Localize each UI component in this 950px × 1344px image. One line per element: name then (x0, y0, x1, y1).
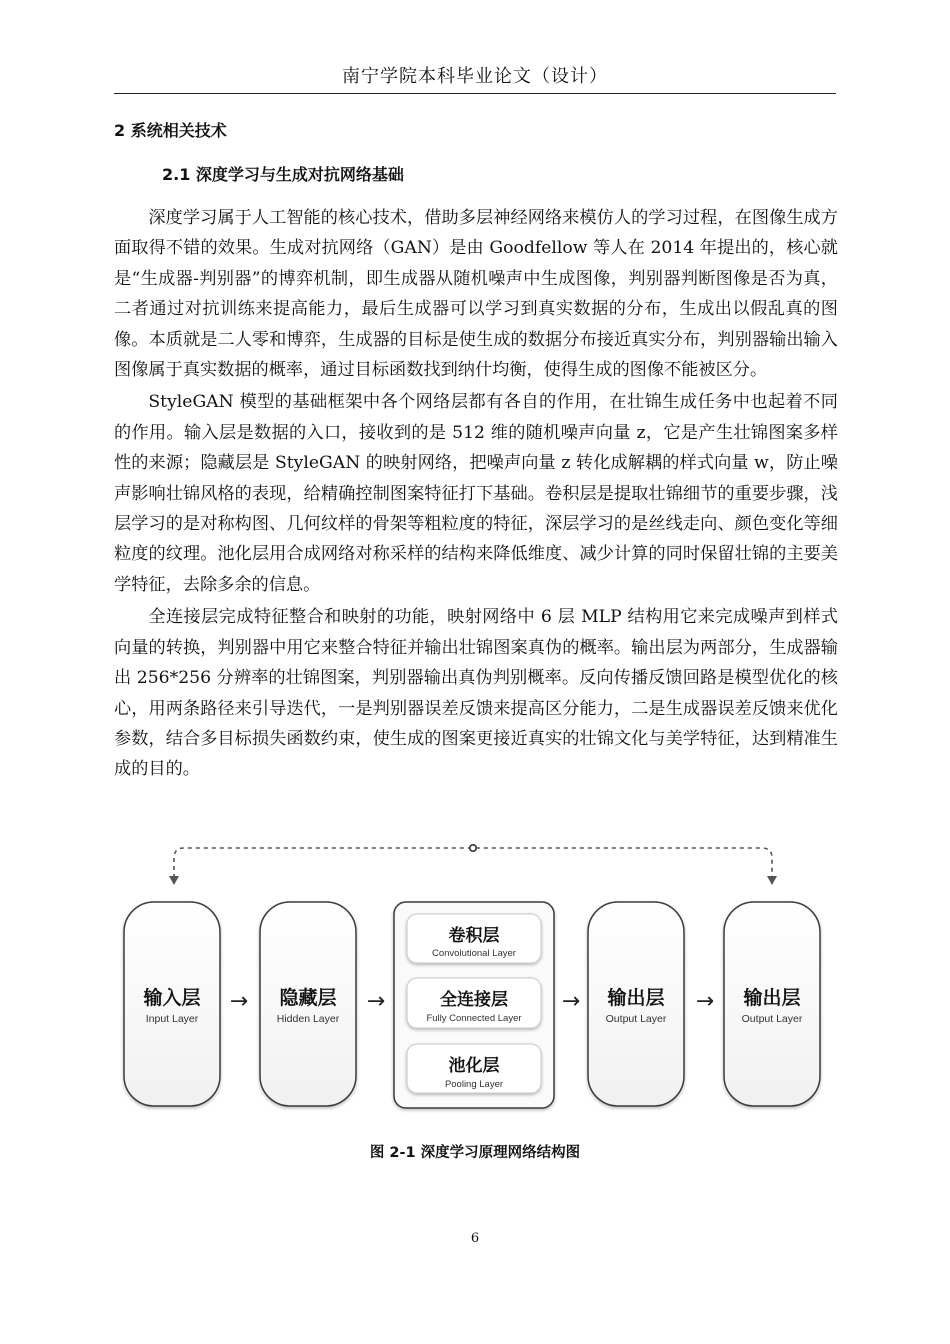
output-layer-title: 输出层 (607, 987, 665, 1009)
paragraph-2: StyleGAN 模型的基础框架中各个网络层都有各自的作用，在壮锦生成任务中也起着不同的作用。输入层是数据的入口，接收到的是 512 维的随机噪声向量 z，它是产生壮锦图案多样性的来源；隐藏层是 StyleGAN 的映射网络，把噪声向量 z 转化成解耦的样式向量 w，防止噪声影响壮锦风格的表现，给精确控制图案特征打下基础。卷积层是提取壮锦细节的重要步骤，浅层学习的是对称构图、几何纹样的骨架等粗粒度的特征，深层学习的是丝线走向、颜色变化等细粒度的纹理。池化层用合成网络对称采样的结构来降低维度、减少计算的同时保留壮锦的主要美学特征，去除多余的信息。 (114, 392, 838, 595)
layer-group-box (394, 902, 554, 1108)
input-layer-title: 输入层 (143, 987, 201, 1009)
page-number: 6 (470, 1231, 480, 1246)
convolutional-layer-node (407, 914, 541, 963)
arrow-right-icon: → (366, 989, 386, 1014)
network-diagram (114, 838, 836, 1118)
network-diagram-svg (114, 838, 836, 1118)
subsection-heading: 2.1 深度学习与生成对抗网络基础 (162, 165, 404, 184)
body-text (114, 203, 838, 785)
arrow-right-icon: → (695, 989, 715, 1014)
feedback-arrowhead-left (169, 876, 179, 885)
output-layer-node-2 (724, 902, 820, 1106)
output-layer-subtitle: Output Layer (741, 1013, 803, 1025)
arrow-right-icon: → (561, 989, 581, 1014)
header-rule (114, 93, 836, 94)
pooling-layer-title: 池化层 (448, 1056, 500, 1076)
fully-connected-layer-node (407, 978, 541, 1028)
feedback-loop (169, 845, 777, 885)
fully-connected-layer-subtitle: Fully Connected Layer (426, 1013, 522, 1024)
fully-connected-layer-title: 全连接层 (440, 990, 508, 1010)
output-layer-title: 输出层 (743, 987, 801, 1009)
input-layer-node (124, 902, 220, 1106)
output-layer-node-1 (588, 902, 684, 1106)
paragraph-3: 全连接层完成特征整合和映射的功能，映射网络中 6 层 MLP 结构用它来完成噪声到样式向量的转换，判别器中用它来整合特征并输出壮锦图案真伪的概率。输出层为两部分，生成器输出 256*256 分辨率的壮锦图案，判别器输出真伪判别概率。反向传播反馈回路是模型优化的核心，用两条路径来引导迭代，一是判别器误差反馈来提高区分能力，二是生成器误差反馈来优化参数，结合多目标损失函数约束，使生成的图案更接近真实的壮锦文化与美学特征，达到精准生成的目的。 (114, 607, 838, 780)
paragraph-1: 深度学习属于人工智能的核心技术，借助多层神经网络来模仿人的学习过程，在图像生成方面取得不错的效果。生成对抗网络（GAN）是由 Goodfellow 等人在 2014 年提出的，核心就是“生成器-判别器”的博弈机制，即生成器从随机噪声中生成图像，判别器判断图像是否为真，二者通过对抗训练来提高能力，最后生成器可以学习到真实数据的分布，生成出以假乱真的图像。本质就是二人零和博弈，生成器的目标是使生成的数据分布接近真实分布，判别器输出输入图像属于真实数据的概率，通过目标函数找到纳什均衡，使得生成的图像不能被区分。 (114, 208, 838, 381)
feedback-arrowhead-right (767, 876, 777, 885)
pooling-layer-subtitle: Pooling Layer (444, 1079, 504, 1090)
section-heading: 2 系统相关技术 (114, 121, 227, 140)
hidden-layer-node (260, 902, 356, 1106)
convolutional-layer-subtitle: Convolutional Layer (432, 948, 516, 959)
input-layer-subtitle: Input Layer (145, 1013, 199, 1025)
feedback-node-dot (470, 845, 476, 851)
figure-caption: 图 2-1 深度学习原理网络结构图 (369, 1145, 581, 1161)
hidden-layer-title: 隐藏层 (279, 987, 337, 1009)
convolutional-layer-title: 卷积层 (448, 926, 500, 946)
pooling-layer-node (407, 1044, 541, 1093)
running-header: 南宁学院本科毕业论文（设计） (342, 66, 608, 87)
arrow-right-icon: → (229, 989, 249, 1014)
output-layer-subtitle: Output Layer (605, 1013, 667, 1025)
hidden-layer-subtitle: Hidden Layer (276, 1013, 340, 1025)
